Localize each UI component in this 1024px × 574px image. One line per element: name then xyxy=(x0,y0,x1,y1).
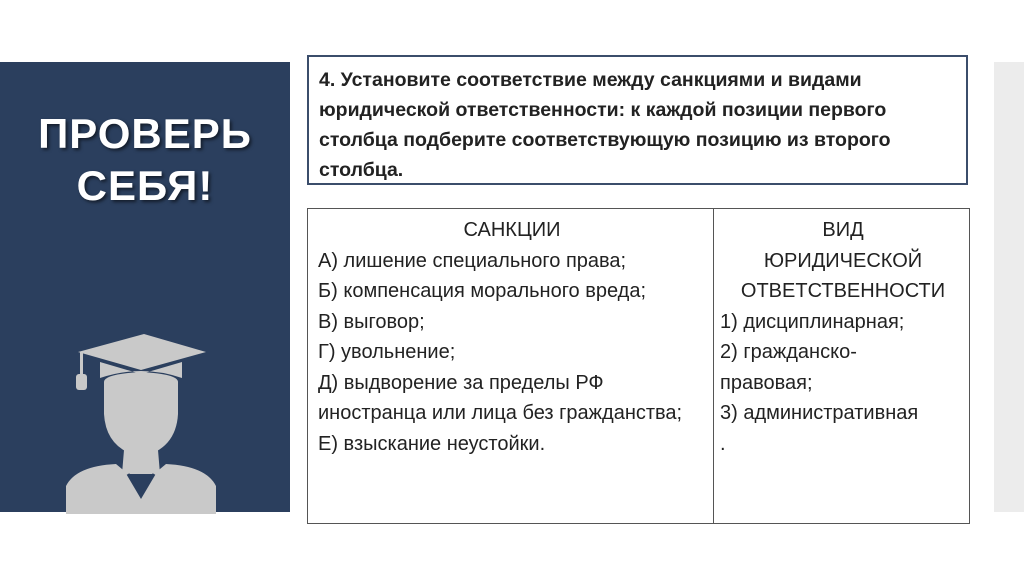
sanctions-header: САНКЦИИ xyxy=(463,219,561,241)
graduate-icon xyxy=(66,274,216,514)
sanction-item-a: А) лишение специального права; xyxy=(318,249,627,272)
sanction-item-g: Г) увольнение; xyxy=(318,341,456,363)
heading-line-1: ПРОВЕРЬ xyxy=(38,110,252,157)
task-text: 4. Установите соответствие между санкциями и видами юридической ответственности: к каждой позиции первого столбца подберите соответствующую позицию из второго столбца. xyxy=(319,69,891,181)
liability-header-line-2: ЮРИДИЧЕСКОЙ xyxy=(763,249,923,272)
sanctions-column xyxy=(316,215,708,459)
liability-item-2-cont: правовая; xyxy=(720,371,813,394)
liability-header-line-3: ОТВЕТСТВЕННОСТИ xyxy=(740,280,946,302)
task-question xyxy=(307,55,968,185)
sanction-item-v: В) выговор; xyxy=(318,310,425,333)
liability-column xyxy=(720,215,966,459)
heading-line-2: СЕБЯ! xyxy=(76,162,214,209)
sanction-item-e: Е) взыскание неустойки. xyxy=(318,432,546,455)
liability-item-1: 1) дисциплинарная; xyxy=(720,310,905,333)
liability-item-3-cont: . xyxy=(720,432,726,455)
answer-table xyxy=(307,208,970,524)
slide-heading xyxy=(0,108,290,212)
liability-item-3: 3) административная xyxy=(720,402,919,424)
sanction-item-b: Б) компенсация морального вреда; xyxy=(318,280,647,302)
liability-header-line-1: ВИД xyxy=(822,219,864,241)
sanction-item-d: Д) выдворение за пределы РФ иностранца или лица без гражданства; xyxy=(318,371,683,424)
side-bar xyxy=(994,62,1024,512)
liability-item-2: 2) гражданско- xyxy=(720,341,857,363)
left-panel xyxy=(0,62,290,512)
column-divider xyxy=(713,209,714,523)
